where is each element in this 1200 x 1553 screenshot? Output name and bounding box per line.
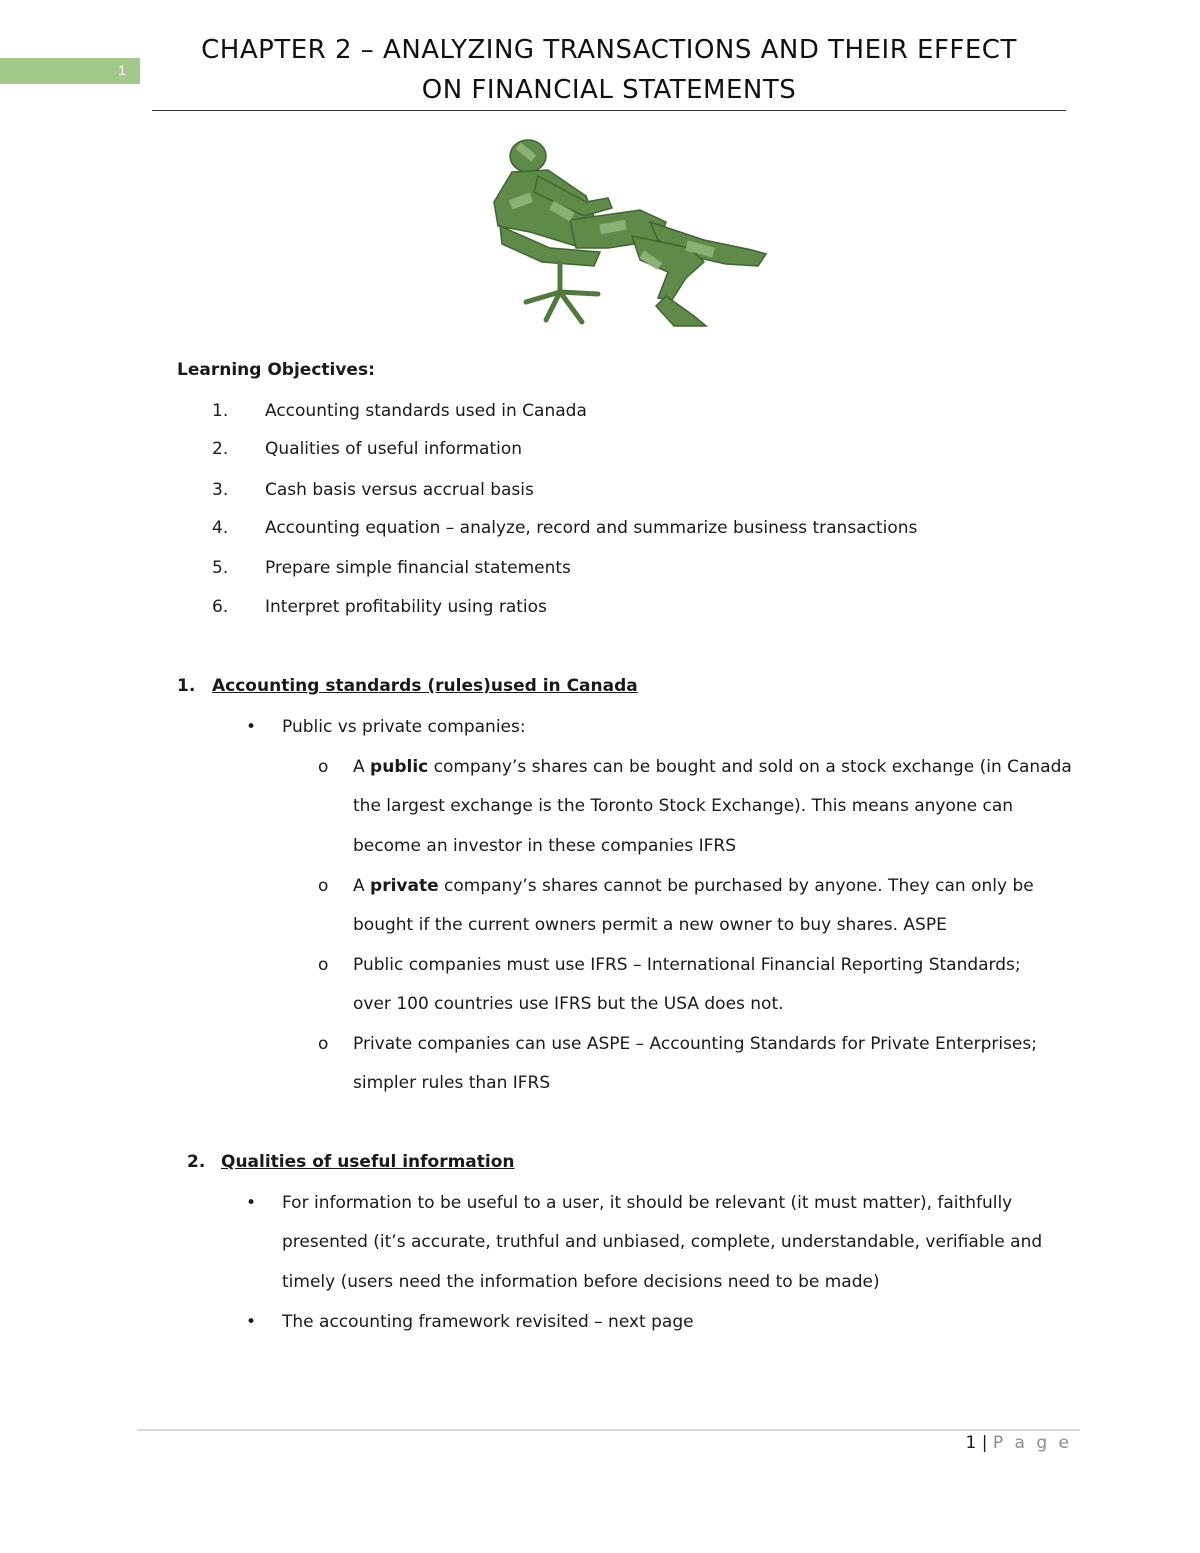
private-company-line1: A private company’s shares cannot be purchased by anyone. They can only be [353,876,1034,896]
aspe-line1: Private companies can use ASPE – Accounting Standards for Private Enterprises; [353,1034,1037,1054]
page-number: 1 [965,1433,977,1453]
objective-text: Accounting equation – analyze, record and summarize business transactions [265,518,918,538]
bullet-marker: • [246,1193,257,1213]
section1-number: 1. [177,676,196,696]
chapter-title [152,30,1066,110]
ifrs-line1: Public companies must use IFRS – International Financial Reporting Standards; [353,955,1021,975]
objective-text: Accounting standards used in Canada [265,401,587,421]
chapter-title-line1: CHAPTER 2 – ANALYZING TRANSACTIONS AND THEIR EFFECT [201,35,1017,65]
section1-bullet: Public vs private companies: [282,717,526,737]
bullet-marker: • [246,1312,257,1332]
objectives-heading: Learning Objectives: [177,360,375,380]
page-footer [965,1433,1072,1453]
bullet-marker: • [246,717,257,737]
page-word: P a g e [992,1433,1072,1453]
public-company-line1: A public company’s shares can be bought and sold on a stock exchange (in Canada [353,757,1072,777]
qualities-line1: For information to be useful to a user, it should be relevant (it must matter), faithfully [282,1193,1013,1213]
sub-bullet-marker: o [318,955,329,975]
sub-bullet-marker: o [318,876,329,896]
section1-heading: Accounting standards (rules)used in Canada [212,676,638,696]
aspe-line2: simpler rules than IFRS [353,1073,551,1093]
objective-text: Cash basis versus accrual basis [265,480,534,500]
objective-text: Prepare simple financial statements [265,558,571,578]
chapter-title-line2: ON FINANCIAL STATEMENTS [421,75,797,105]
objective-number: 3. [212,480,229,500]
objective-number: 1. [212,401,229,421]
ifrs-line2: over 100 countries use IFRS but the USA does not. [353,994,784,1014]
framework-line: The accounting framework revisited – next page [282,1312,694,1332]
objective-text: Interpret profitability using ratios [265,597,547,617]
sub-bullet-marker: o [318,1034,329,1054]
qualities-line3: timely (users need the information before decisions need to be made) [282,1272,880,1292]
footer-separator: | [981,1433,988,1453]
objective-text: Qualities of useful information [265,439,523,459]
objective-number: 6. [212,597,229,617]
private-company-line2: bought if the current owners permit a new owner to buy shares. ASPE [353,915,947,935]
objective-number: 5. [212,558,229,578]
title-divider [152,110,1066,111]
money-businessman-icon [490,136,770,332]
margin-tab [0,58,140,84]
objective-number: 2. [212,439,229,459]
public-company-line2: the largest exchange is the Toronto Stock Exchange). This means anyone can [353,796,1014,816]
sub-bullet-marker: o [318,757,329,777]
objective-number: 4. [212,518,229,538]
section2-heading: Qualities of useful information [221,1152,515,1172]
qualities-line2: presented (it’s accurate, truthful and unbiased, complete, understandable, verifiable and [282,1232,1043,1252]
section2-number: 2. [187,1152,206,1172]
footer-divider [137,1429,1080,1431]
public-company-line3: become an investor in these companies IFRS [353,836,736,856]
margin-tab-number: 1 [118,62,126,78]
